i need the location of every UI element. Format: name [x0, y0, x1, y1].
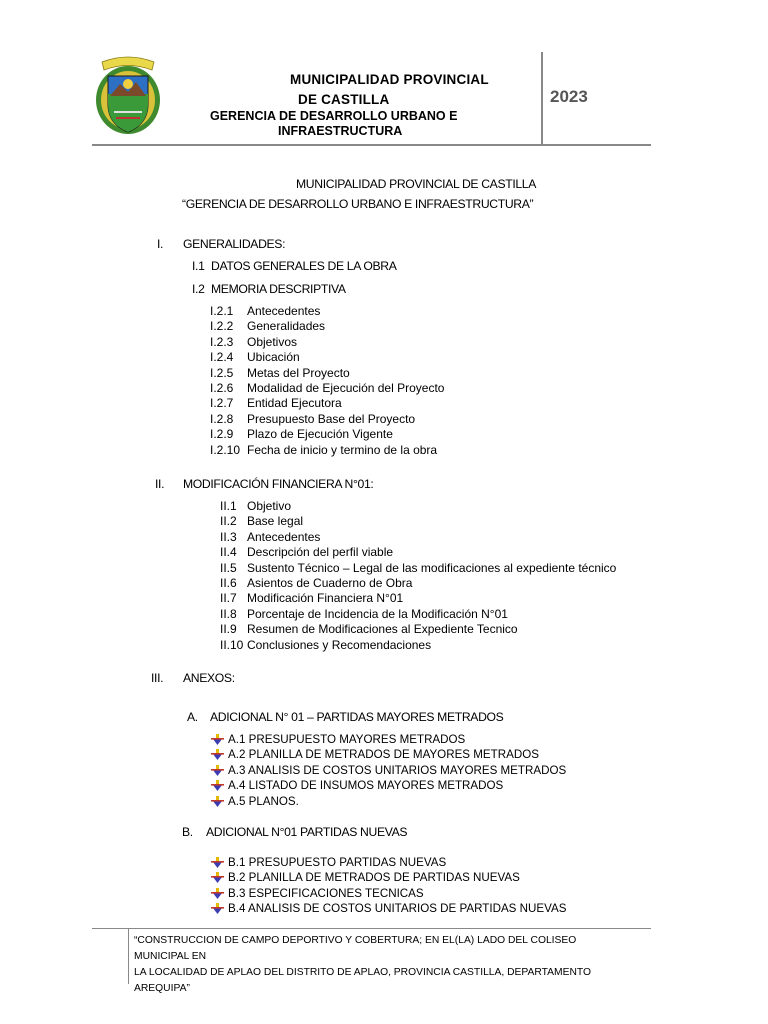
item-text: A.2 PLANILLA DE METRADOS DE MAYORES METRADOS	[228, 748, 539, 762]
list-item	[211, 886, 566, 901]
item-number: II.4	[220, 545, 237, 560]
list-item	[210, 381, 444, 396]
list-item	[220, 638, 616, 653]
item-text: B.2 PLANILLA DE METRADOS DE PARTIDAS NUEVAS	[228, 871, 520, 885]
section-2-item-list	[220, 499, 616, 653]
list-item	[210, 335, 444, 350]
section-1-number: I.	[157, 237, 164, 251]
annex-b-title: ADICIONAL N°01 PARTIDAS NUEVAS	[206, 825, 408, 839]
item-number: I.2.6	[210, 381, 234, 396]
item-number: I.2.4	[210, 350, 234, 365]
footer-divider-horizontal	[92, 928, 651, 929]
list-item	[211, 901, 566, 916]
section-3-title: ANEXOS:	[183, 671, 235, 685]
municipal-logo-icon	[94, 52, 162, 138]
list-item	[220, 499, 616, 514]
list-item	[211, 794, 566, 809]
item-text: Fecha de inicio y termino de la obra	[247, 442, 438, 457]
down-arrow-bullet-icon	[211, 780, 224, 792]
list-item	[220, 514, 616, 529]
item-text: A.3 ANALISIS DE COSTOS UNITARIOS MAYORES METRADOS	[228, 763, 567, 777]
item-text: Antecedentes	[247, 529, 321, 544]
item-number: I.2.2	[210, 319, 234, 334]
item-text: Generalidades	[247, 319, 326, 334]
item-number: I.2.1	[210, 304, 234, 318]
annex-b-number: B.	[182, 825, 193, 839]
down-arrow-bullet-icon	[211, 734, 224, 746]
item-number: I.2.5	[210, 365, 234, 380]
item-number: II.3	[220, 529, 237, 544]
item-number: I.2.3	[210, 334, 234, 349]
header-subtitle-line2: INFRAESTRUCTURA	[278, 124, 403, 138]
item-text: Sustento Técnico – Legal de las modificaciones al expediente técnico	[247, 560, 617, 575]
list-item	[220, 607, 616, 622]
item-number: II.10	[220, 637, 244, 652]
down-arrow-bullet-icon	[211, 872, 224, 884]
item-number: II.8	[220, 606, 237, 621]
header-title-line1: MUNICIPALIDAD PROVINCIAL	[290, 72, 489, 87]
list-item	[210, 350, 444, 365]
header-subtitle-line1: GERENCIA DE DESARROLLO URBANO E	[210, 109, 458, 123]
item-text: Presupuesto Base del Proyecto	[247, 411, 416, 426]
item-text: B.1 PRESUPUESTO PARTIDAS NUEVAS	[228, 856, 447, 869]
item-number: II.9	[220, 622, 237, 637]
list-item	[211, 763, 566, 778]
list-item	[220, 591, 616, 606]
section-1-title: GENERALIDADES:	[183, 237, 286, 251]
item-number: I.2.7	[210, 396, 234, 411]
list-item	[211, 778, 566, 793]
doc-heading-line2: “GERENCIA DE DESARROLLO URBANO E INFRAESTRUCTURA”	[182, 197, 534, 211]
annex-b-item-list	[211, 855, 566, 917]
list-item	[211, 732, 566, 747]
header-year: 2023	[550, 87, 588, 106]
header-divider-horizontal	[92, 144, 651, 146]
footer-line: AREQUIPA”	[134, 983, 190, 994]
down-arrow-bullet-icon	[211, 765, 224, 777]
item-number: I.2.9	[210, 427, 234, 442]
item-text: Modalidad de Ejecución del Proyecto	[247, 381, 445, 396]
list-item	[210, 396, 444, 411]
section-2-number: II.	[155, 477, 165, 491]
item-number: I.2.8	[210, 411, 234, 426]
doc-heading-line1: MUNICIPALIDAD PROVINCIAL DE CASTILLA	[296, 177, 537, 191]
header-title-line2: DE CASTILLA	[298, 92, 390, 107]
list-item	[211, 870, 566, 885]
item-text: Plazo de Ejecución Vigente	[247, 427, 393, 442]
item-text: Antecedentes	[247, 304, 321, 318]
item-number: II.1	[220, 499, 237, 513]
list-item	[210, 412, 444, 427]
list-item	[220, 530, 616, 545]
item-text: B.4 ANALISIS DE COSTOS UNITARIOS DE PARTIDAS NUEVAS	[228, 902, 567, 916]
subsection-1-2-number: I.2	[192, 282, 205, 296]
item-text: Modificación Financiera N°01	[247, 591, 404, 606]
item-text: Porcentaje de Incidencia de la Modificación N°01	[247, 606, 508, 621]
list-item	[220, 576, 616, 591]
item-number: I.2.10	[210, 442, 241, 457]
down-arrow-bullet-icon	[211, 796, 224, 808]
item-text: B.3 ESPECIFICACIONES TECNICAS	[228, 886, 424, 900]
list-item	[210, 443, 444, 458]
annex-a-number: A.	[187, 710, 198, 724]
section-3-number: III.	[151, 671, 164, 685]
list-item	[210, 366, 444, 381]
item-number: II.2	[220, 514, 237, 529]
item-text: Entidad Ejecutora	[247, 396, 342, 411]
item-text: Objetivos	[247, 334, 298, 349]
item-text: A.4 LISTADO DE INSUMOS MAYORES METRADOS	[228, 779, 504, 793]
list-item	[220, 561, 616, 576]
item-text: Resumen de Modificaciones al Expediente Tecnico	[247, 622, 518, 637]
list-item	[220, 545, 616, 560]
subsection-1-2-title: MEMORIA DESCRIPTIVA	[211, 282, 346, 296]
item-text: Conclusiones y Recomendaciones	[247, 637, 432, 652]
item-text: Descripción del perfil viable	[247, 545, 394, 560]
footer-divider-vertical	[128, 928, 129, 984]
list-item	[220, 622, 616, 637]
footer-line: “CONSTRUCCION DE CAMPO DEPORTIVO Y COBERTURA; EN EL(LA) LADO DEL COLISEO MUNICIPAL EN	[134, 935, 577, 962]
item-text: Ubicación	[247, 350, 300, 365]
annex-a-item-list	[211, 732, 566, 809]
list-item	[210, 427, 444, 442]
list-item	[210, 304, 444, 319]
subsection-1-1-number: I.1	[192, 259, 205, 273]
annex-a-title: ADICIONAL N° 01 – PARTIDAS MAYORES METRADOS	[210, 710, 504, 724]
item-number: II.7	[220, 591, 237, 606]
down-arrow-bullet-icon	[211, 903, 224, 915]
footer-project-title	[134, 933, 634, 997]
section-2-title: MODIFICACIÓN FINANCIERA N°01:	[183, 477, 374, 491]
item-text: A.5 PLANOS.	[228, 794, 299, 808]
list-item	[211, 855, 566, 870]
item-number: II.5	[220, 560, 237, 575]
footer-line: LA LOCALIDAD DE APLAO DEL DISTRITO DE APLAO, PROVINCIA CASTILLA, DEPARTAMENTO	[134, 967, 592, 978]
item-text: A.1 PRESUPUESTO MAYORES METRADOS	[228, 733, 466, 746]
item-text: Base legal	[247, 514, 304, 529]
list-item	[211, 747, 566, 762]
item-text: Asientos de Cuaderno de Obra	[247, 576, 413, 591]
down-arrow-bullet-icon	[211, 888, 224, 900]
section-1-item-list	[210, 304, 444, 458]
down-arrow-bullet-icon	[211, 749, 224, 761]
header-divider-vertical	[541, 52, 543, 144]
down-arrow-bullet-icon	[211, 857, 224, 869]
item-number: II.6	[220, 576, 237, 591]
subsection-1-1-title: DATOS GENERALES DE LA OBRA	[211, 259, 397, 273]
item-text: Metas del Proyecto	[247, 365, 350, 380]
list-item	[210, 319, 444, 334]
item-text: Objetivo	[247, 499, 292, 513]
